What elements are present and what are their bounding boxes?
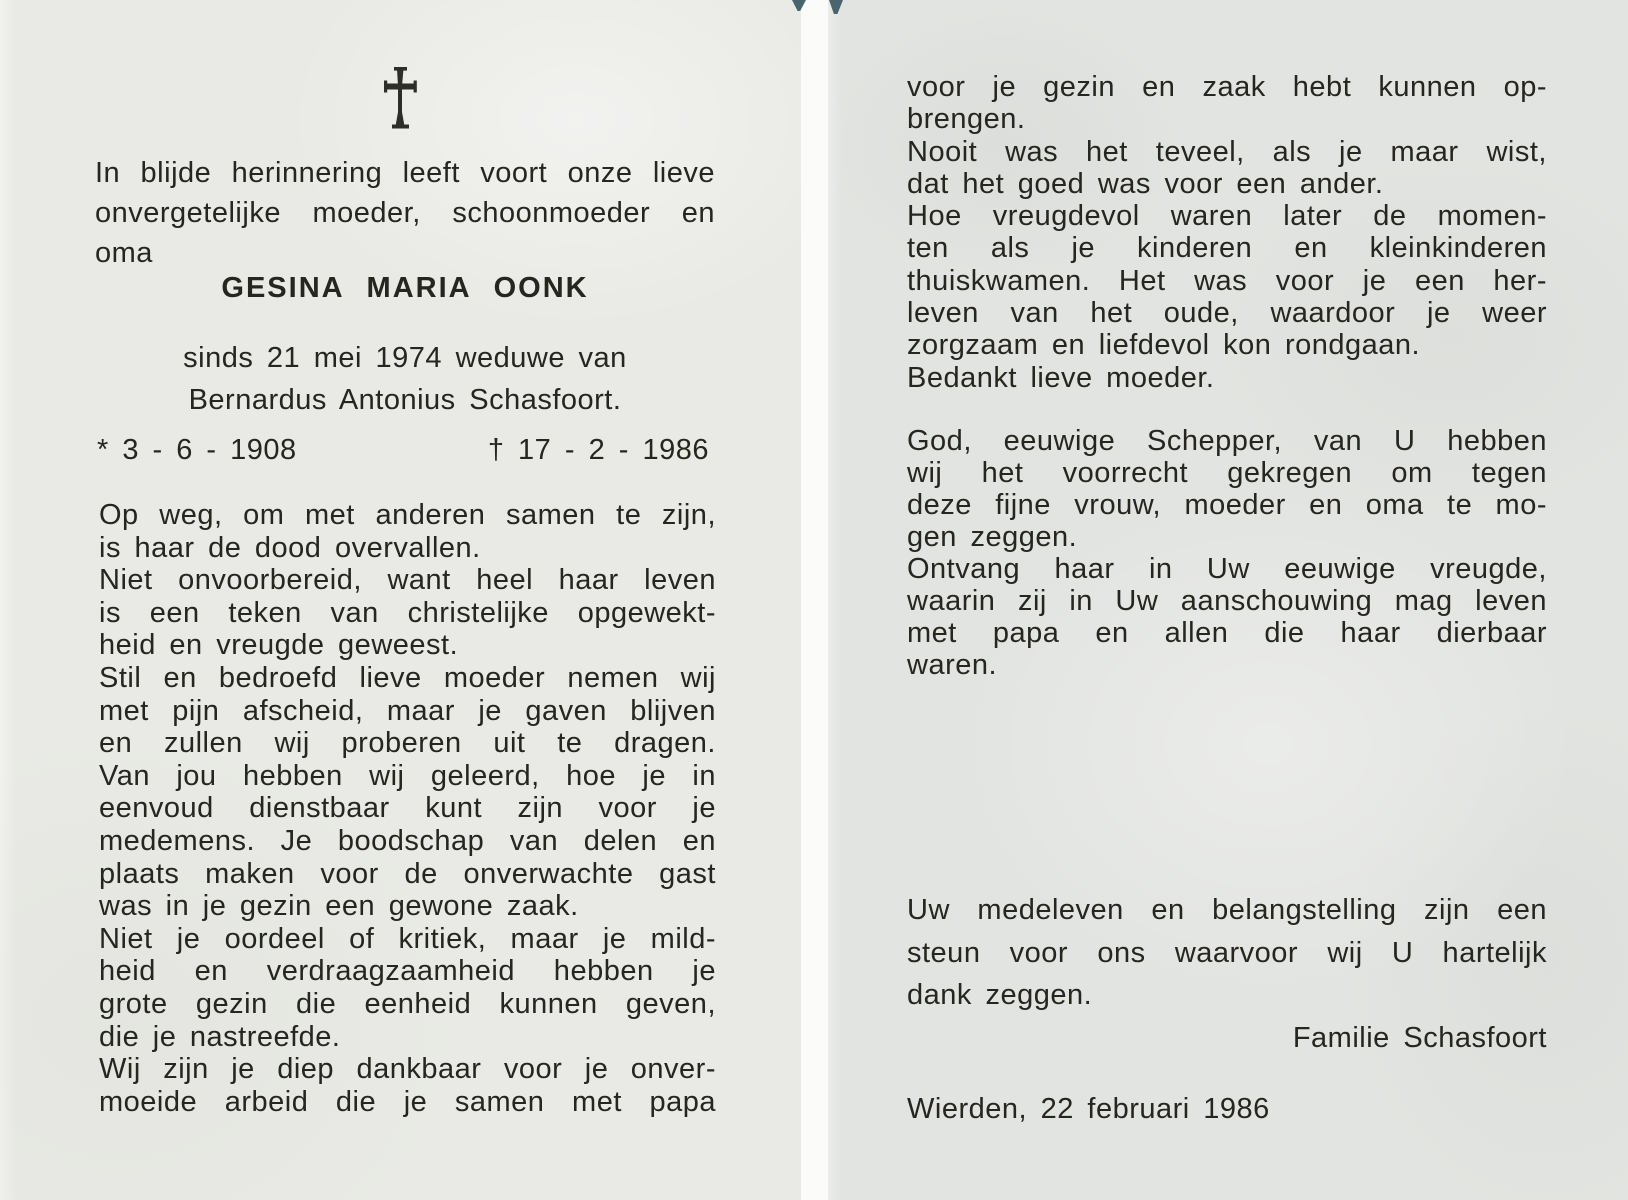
text-line: leven van het oude, waardoor je weer xyxy=(907,297,1547,330)
text-line: Niet je oordeel of kritiek, maar je mild- xyxy=(99,922,716,955)
text-line: moeide arbeid die je samen met papa xyxy=(99,1085,716,1118)
widow-text xyxy=(95,337,715,421)
text-line: is haar de dood overvallen. xyxy=(99,531,481,564)
intro-text xyxy=(95,153,715,273)
card-back-page xyxy=(828,0,1628,1200)
text-line: onvergetelijke moeder, schoonmoeder en xyxy=(95,197,715,229)
text-line: heid en vreugde geweest. xyxy=(99,629,459,662)
back-paragraph-2 xyxy=(907,425,1547,681)
acknowledgement-text xyxy=(907,889,1547,1017)
text-line: In blijde herinnering leeft voort onze lieve xyxy=(95,157,715,189)
text-line: oma xyxy=(95,237,153,269)
text-line: die je nastreefde. xyxy=(99,1020,341,1053)
text-line: grote gezin die eenheid kunnen geven, xyxy=(99,987,716,1020)
deceased-name: GESINA MARIA OONK xyxy=(221,272,589,304)
text-line: was in je gezin een gewone zaak. xyxy=(99,890,579,923)
text-line: brengen. xyxy=(907,103,1026,136)
text-line: Op weg, om met anderen samen te zijn, xyxy=(99,499,716,531)
birth-date: * 3 - 6 - 1908 xyxy=(97,434,297,466)
back-paragraph-1 xyxy=(907,71,1547,394)
card-front-page xyxy=(0,0,801,1200)
text-line: deze fijne vrouw, moeder en oma te mo- xyxy=(907,489,1547,521)
family-signature: Familie Schasfoort xyxy=(1292,1022,1547,1054)
life-dates xyxy=(97,434,709,467)
text-line: thuiskwamen. Het was voor je een her- xyxy=(907,264,1547,297)
text-line: waren. xyxy=(907,649,998,681)
text-line: met papa en allen die haar dierbaar xyxy=(907,617,1547,649)
text-line: Van jou hebben wij geleerd, hoe je in xyxy=(99,759,716,792)
text-line: sinds 21 mei 1974 weduwe van xyxy=(183,342,627,374)
text-line: Uw medeleven en belangstelling zijn een xyxy=(907,894,1547,926)
text-line: ten als je kinderen en kleinkinderen xyxy=(907,232,1547,265)
front-body-text xyxy=(99,499,716,1118)
text-line: dat het goed was voor een ander. xyxy=(907,167,1384,200)
text-line: Bedankt lieve moeder. xyxy=(907,361,1215,394)
text-line: medemens. Je boodschap van delen en xyxy=(99,824,716,857)
death-date: † 17 - 2 - 1986 xyxy=(487,434,709,466)
text-line: zorgzaam en liefdevol kon rondgaan. xyxy=(907,329,1421,362)
text-line: dank zeggen. xyxy=(907,979,1093,1012)
text-line: eenvoud dienstbaar kunt zijn voor je xyxy=(99,792,716,825)
place-dateline: Wierden, 22 februari 1986 xyxy=(907,1093,1270,1125)
text-line: plaats maken voor de onverwachte gast xyxy=(99,857,716,890)
text-line: voor je gezin en zaak hebt kunnen op- xyxy=(907,71,1547,103)
text-line: Nooit was het teveel, als je maar wist, xyxy=(907,135,1547,168)
text-line: Wij zijn je diep dankbaar voor je onver- xyxy=(99,1053,716,1086)
text-line: Niet onvoorbereid, want heel haar leven xyxy=(99,564,716,597)
text-line: gen zeggen. xyxy=(907,521,1078,553)
text-line: en zullen wij proberen uit te dragen. xyxy=(99,727,716,760)
text-line: God, eeuwige Schepper, van U hebben xyxy=(907,425,1547,457)
text-line: heid en verdraagzaamheid hebben je xyxy=(99,955,716,988)
text-line: waarin zij in Uw aanschouwing mag leven xyxy=(907,585,1547,617)
text-line: Stil en bedroefd lieve moeder nemen wij xyxy=(99,661,716,694)
text-line: wij het voorrecht gekregen om tegen xyxy=(907,457,1547,489)
text-line: met pijn afscheid, maar je gaven blijven xyxy=(99,694,716,727)
text-line: Bernardus Antonius Schasfoort. xyxy=(188,384,622,416)
text-line: steun voor ons waarvoor wij U hartelijk xyxy=(907,936,1547,969)
text-line: Hoe vreugdevol waren later de momen- xyxy=(907,200,1547,233)
text-line: Ontvang haar in Uw eeuwige vreugde, xyxy=(907,553,1547,585)
text-line: is een teken van christelijke opgewekt- xyxy=(99,596,716,629)
latin-cross-icon xyxy=(382,66,418,135)
